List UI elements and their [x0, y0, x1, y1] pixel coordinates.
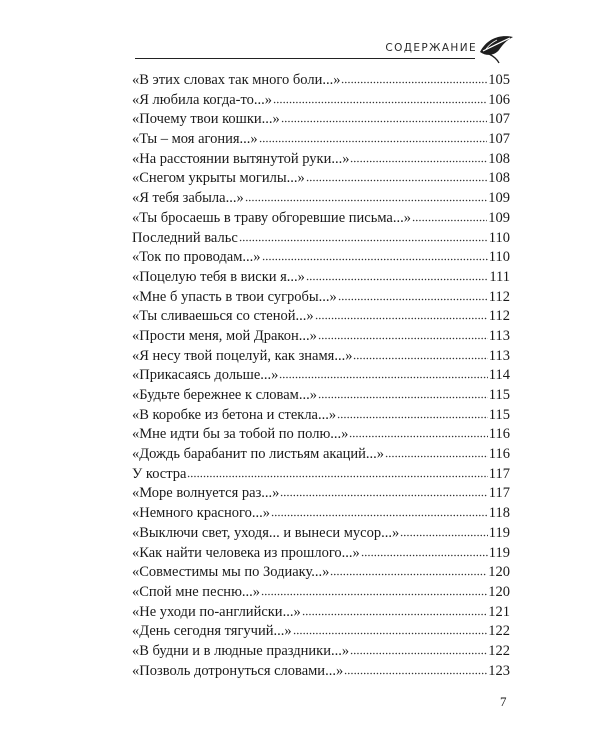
- toc-entry-title: «Ты сливаешься со стеной...»: [132, 308, 314, 325]
- toc-entry-page: 112: [488, 288, 510, 305]
- toc-entry: [132, 91, 510, 111]
- toc-entry-title: «Мне б упасть в твои сугробы...»: [132, 288, 337, 305]
- toc-entry-page: 107: [488, 111, 510, 128]
- dot-leader: [350, 645, 487, 655]
- toc-entry-page: 111: [489, 268, 510, 285]
- toc-entry: [132, 642, 510, 662]
- toc-entry-title: «Я тебя забыла...»: [132, 190, 244, 207]
- toc-entry: [132, 622, 510, 642]
- dot-leader: [187, 468, 487, 478]
- page-number: 7: [500, 694, 507, 709]
- dot-leader: [306, 271, 488, 281]
- toc-entry-page: 120: [488, 564, 510, 581]
- toc-entry: [132, 169, 510, 189]
- toc-entry-title: «На расстоянии вытянутой руки...»: [132, 150, 350, 167]
- toc-entry-page: 105: [488, 72, 510, 88]
- toc-entry: [132, 268, 510, 288]
- toc-entry-page: 122: [488, 642, 510, 659]
- table-of-contents: [132, 71, 510, 681]
- toc-entry: [132, 150, 510, 170]
- toc-entry-title: «Мне идти бы за тобой по полю...»: [132, 426, 349, 443]
- dot-leader: [318, 330, 488, 340]
- toc-entry-title: «Снегом укрыты могилы...»: [132, 170, 305, 187]
- toc-entry: [132, 366, 510, 386]
- toc-entry-page: 122: [488, 623, 510, 640]
- toc-entry: [132, 563, 510, 583]
- toc-entry-page: 117: [488, 465, 510, 482]
- toc-entry-page: 115: [488, 406, 510, 423]
- dot-leader: [318, 389, 488, 399]
- dot-leader: [279, 369, 487, 379]
- dot-leader: [280, 487, 487, 497]
- toc-entry-page: 106: [488, 91, 510, 108]
- toc-entry: [132, 524, 510, 544]
- toc-entry-title: «Я несу твой поцелуй, как знамя...»: [132, 347, 353, 364]
- dot-leader: [281, 113, 488, 123]
- toc-entry-page: 116: [488, 426, 510, 443]
- dot-leader: [341, 74, 487, 84]
- toc-entry-page: 110: [488, 249, 510, 266]
- dot-leader: [412, 212, 487, 222]
- toc-entry-page: 113: [488, 347, 510, 364]
- toc-entry-title: «День сегодня тягучий...»: [132, 623, 292, 640]
- toc-entry-page: 109: [488, 190, 510, 207]
- dot-leader: [293, 625, 488, 635]
- toc-entry: [132, 465, 510, 485]
- toc-entry-title: «Я любила когда-то...»: [132, 91, 272, 108]
- toc-entry-page: 123: [488, 662, 510, 679]
- toc-entry-title: «Ты – моя агония...»: [132, 131, 258, 148]
- toc-entry-title: «Совместимы мы по Зодиаку...»: [132, 564, 330, 581]
- dot-leader: [338, 291, 488, 301]
- toc-entry: [132, 110, 510, 130]
- toc-entry-page: 117: [488, 485, 510, 502]
- toc-entry-page: 121: [488, 603, 510, 620]
- toc-entry: [132, 583, 510, 603]
- toc-entry-page: 112: [488, 308, 510, 325]
- toc-entry: [132, 189, 510, 209]
- toc-entry: [132, 603, 510, 623]
- toc-entry-title: Последний вальс: [132, 229, 238, 246]
- toc-entry: [132, 229, 510, 249]
- toc-entry-title: «Прикасаясь дольше...»: [132, 367, 279, 384]
- toc-entry-page: 119: [488, 544, 510, 561]
- toc-entry-title: У костра: [132, 465, 187, 482]
- dot-leader: [259, 133, 488, 143]
- toc-entry-page: 114: [488, 367, 510, 384]
- toc-entry-title: «Ток по проводам...»: [132, 249, 261, 266]
- toc-entry: [132, 130, 510, 150]
- toc-entry-page: 108: [488, 150, 510, 167]
- toc-entry-page: 113: [488, 327, 510, 344]
- toc-entry: [132, 504, 510, 524]
- toc-entry-title: «В коробке из бетона и стекла...»: [132, 406, 337, 423]
- toc-entry: [132, 445, 510, 465]
- leaf-quill-icon: [477, 30, 515, 64]
- toc-entry-page: 118: [488, 505, 510, 522]
- toc-entry-page: 116: [488, 446, 510, 463]
- section-title: СОДЕРЖАНИЕ: [385, 42, 477, 54]
- toc-entry: [132, 288, 510, 308]
- dot-leader: [349, 428, 487, 438]
- dot-leader: [273, 94, 487, 104]
- header-rule: [135, 58, 475, 59]
- toc-entry: [132, 386, 510, 406]
- toc-entry-title: «Море волнуется раз...»: [132, 485, 280, 502]
- toc-entry: [132, 209, 510, 229]
- dot-leader: [271, 507, 488, 517]
- dot-leader: [306, 172, 488, 182]
- toc-entry: [132, 544, 510, 564]
- toc-entry-title: «Почему твои кошки...»: [132, 111, 280, 128]
- dot-leader: [261, 586, 487, 596]
- dot-leader: [315, 310, 488, 320]
- toc-entry-title: «Немного красного...»: [132, 505, 270, 522]
- dot-leader: [302, 606, 488, 616]
- toc-entry: [132, 662, 510, 682]
- dot-leader: [245, 192, 488, 202]
- toc-entry-title: «Поцелую тебя в виски я...»: [132, 268, 305, 285]
- toc-entry-page: 109: [488, 209, 510, 226]
- dot-leader: [350, 153, 487, 163]
- dot-leader: [344, 665, 487, 675]
- toc-entry-title: «Дождь барабанит по листьям акаций...»: [132, 446, 385, 463]
- toc-entry: [132, 248, 510, 268]
- toc-entry-title: «Ты бросаешь в траву обгоревшие письма...»: [132, 209, 411, 226]
- dot-leader: [400, 527, 488, 537]
- dot-leader: [385, 448, 488, 458]
- dot-leader: [337, 409, 488, 419]
- toc-entry-title: «Спой мне песню...»: [132, 583, 261, 600]
- toc-entry-title: «В будни и в людные праздники...»: [132, 642, 350, 659]
- toc-entry-page: 108: [488, 170, 510, 187]
- toc-entry-page: 119: [488, 524, 510, 541]
- toc-entry-title: «Позволь дотронуться словами...»: [132, 662, 344, 679]
- dot-leader: [239, 232, 488, 242]
- toc-entry-page: 110: [488, 229, 510, 246]
- toc-entry-title: «Выключи свет, уходя... и вынеси мусор...»: [132, 524, 400, 541]
- toc-entry: [132, 71, 510, 91]
- toc-entry-page: 120: [488, 583, 510, 600]
- toc-entry: [132, 347, 510, 367]
- toc-entry: [132, 406, 510, 426]
- toc-entry: [132, 307, 510, 327]
- toc-entry-title: «Как найти человека из прошлого...»: [132, 544, 360, 561]
- toc-entry: [132, 327, 510, 347]
- toc-entry-page: 107: [488, 131, 510, 148]
- dot-leader: [262, 251, 488, 261]
- toc-entry: [132, 484, 510, 504]
- toc-entry: [132, 425, 510, 445]
- running-header: [135, 30, 515, 66]
- dot-leader: [330, 566, 487, 576]
- toc-entry-page: 115: [488, 387, 510, 403]
- toc-entry-title: «Будьте бережнее к словам...»: [132, 387, 317, 403]
- toc-entry-title: «В этих словах так много боли...»: [132, 72, 341, 88]
- toc-entry-title: «Не уходи по-английски...»: [132, 603, 301, 620]
- toc-entry-title: «Прости меня, мой Дракон...»: [132, 327, 317, 344]
- dot-leader: [361, 547, 488, 557]
- dot-leader: [353, 350, 487, 360]
